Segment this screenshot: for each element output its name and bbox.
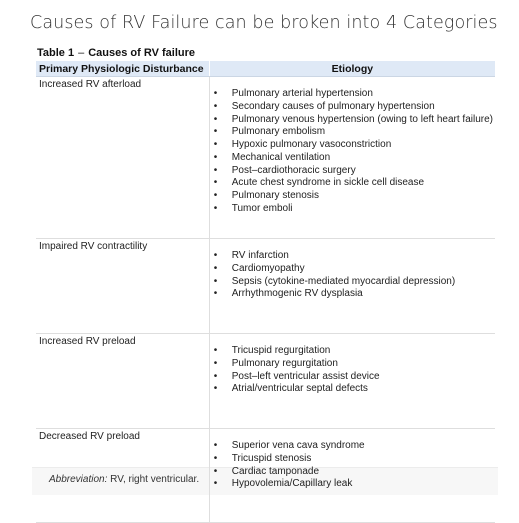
footnote-text: RV, right ventricular. [110,474,200,485]
table-row [36,239,495,334]
etiology-list-item: • Secondary causes of pulmonary hypertension [214,101,493,114]
etiology-list-item: • Atrial/ventricular septal defects [214,383,493,396]
etiology-list-item: • Hypoxic pulmonary vasoconstriction [214,139,493,152]
table-caption [37,47,195,59]
etiology-list [214,345,493,396]
table-row [36,334,495,429]
etiology-list-item: • Post–cardiothoracic surgery [214,165,493,178]
etiology-list-item: • Pulmonary embolism [214,126,493,139]
column-header-disturbance: Primary Physiologic Disturbance [36,61,209,77]
etiology-list-item: • Acute chest syndrome in sickle cell disease [214,177,493,190]
table-title: Causes of RV failure [88,47,195,59]
etiology-list-item: • Hypovolemia/Capillary leak [214,478,493,491]
etiology-cell [209,77,495,239]
etiology-list-item: • Pulmonary venous hypertension (owing to left heart failure) [214,114,493,127]
etiology-list-item: • Pulmonary arterial hypertension [214,88,493,101]
etiology-list-item: • Tricuspid regurgitation [214,345,493,358]
etiology-list-item: • Post–left ventricular assist device [214,371,493,384]
etiology-list [214,440,493,491]
etiology-list-item: • Cardiac tamponade [214,466,493,479]
etiology-list-item: • Pulmonary regurgitation [214,358,493,371]
table-body [36,77,495,523]
etiology-list-item: • RV infarction [214,250,493,263]
page-title: Causes of RV Failure can be broken into 4 Categories [30,13,498,33]
footnote-label: Abbreviation: [49,474,108,485]
rv-failure-table [36,61,495,523]
etiology-list-item: • Tumor emboli [214,203,493,216]
etiology-list-item: • Cardiomyopathy [214,263,493,276]
etiology-list [214,88,493,216]
etiology-list-item: • Mechanical ventilation [214,152,493,165]
table-label: Table 1 [37,47,75,59]
etiology-list-item: • Pulmonary stenosis [214,190,493,203]
etiology-cell [209,239,495,334]
etiology-cell [209,334,495,429]
caption-separator: – [78,47,85,59]
etiology-list-item: • Superior vena cava syndrome [214,440,493,453]
table-footnote [49,474,199,485]
disturbance-cell: Increased RV preload [36,334,209,429]
disturbance-cell: Impaired RV contractility [36,239,209,334]
etiology-list-item: • Arrhythmogenic RV dysplasia [214,288,493,301]
page-footer [0,498,519,509]
disturbance-cell: Decreased RV preload [36,429,209,523]
table-row [36,77,495,239]
table-header-row [36,61,495,77]
etiology-list [214,250,493,301]
table-figure [32,47,498,494]
etiology-list-item: • Sepsis (cytokine-mediated myocardial depression) [214,276,493,289]
disturbance-cell: Increased RV afterload [36,77,209,239]
etiology-list-item: • Tricuspid stenosis [214,453,493,466]
column-header-etiology: Etiology [209,61,495,77]
